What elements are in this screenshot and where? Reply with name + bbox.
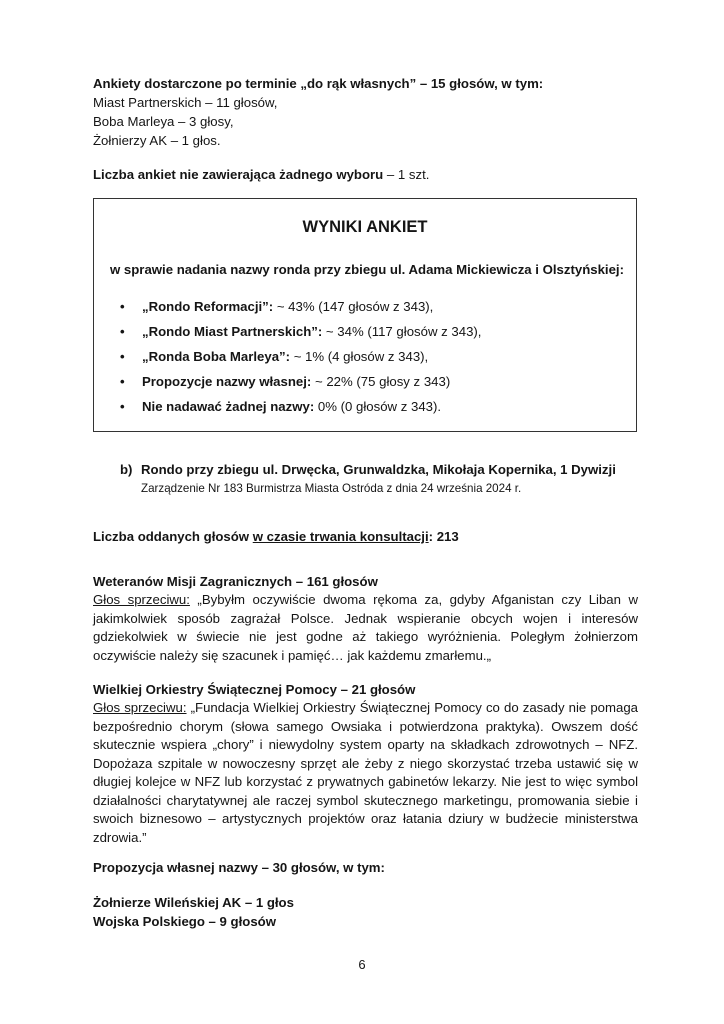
result-value: ~ 34% (117 głosów z 343), (322, 324, 482, 339)
wosp-objection-text: „Fundacja Wielkiej Orkiestry Świątecznej Pomocy co do zasady nie pomaga bezpośrednio chorym (słowa samego Owsiaka i potwierdzona praktyka). Owszem dość skutecznie wspiera „chory” i niewydolny system oparty na składkach zdrowotnych – NFZ. Dopożaza szpitale w nowoczesny sprzęt ale żeby z niego skorzystać trzeba ustawić się w długiej kolejce w NFZ lub korzystać z prywatnych gabinetów lekarzy. Nie jest to więc symbol działalności charytatywnej ale raczej symbol skutecznego marketingu, promowania siebie i swoich biznesowo – artystycznych projektów oraz łatania dziury w budżecie ministerstwa zdrowia.” (93, 700, 638, 845)
page-number: 6 (358, 957, 366, 972)
result-value: ~ 22% (75 głosy z 343) (311, 374, 451, 389)
no-choice-line (93, 166, 429, 184)
no-choice-value: – 1 szt. (383, 167, 430, 182)
result-value: ~ 1% (4 głosów z 343), (290, 349, 429, 364)
section-b-marker: b) (120, 462, 133, 477)
results-subtitle: w sprawie nadania nazwy ronda przy zbiegu ul. Adama Mickiewicza i Olsztyńskiej: (110, 262, 624, 277)
votes-total-underlined: w czasie trwania konsultacji (252, 529, 429, 544)
wosp-paragraph (93, 699, 638, 847)
own-name-heading: Propozycja własnej nazwy – 30 głosów, w tym: (93, 860, 385, 875)
wosp-objection-label: Głos sprzeciwu: (93, 700, 187, 715)
result-name: „Rondo Miast Partnerskich”: (142, 324, 323, 339)
result-name: Nie nadawać żadnej nazwy: (142, 399, 315, 414)
late-item-miast: Miast Partnerskich – 11 głosów, (93, 95, 278, 110)
result-item (120, 374, 450, 389)
late-item-zolnierzy: Żołnierzy AK – 1 głos. (93, 133, 221, 148)
bullet-icon: • (120, 399, 125, 414)
votes-total-suffix: : 213 (428, 529, 459, 544)
bullet-icon: • (120, 349, 125, 364)
veterans-paragraph (93, 591, 638, 665)
result-name: Propozycje nazwy własnej: (142, 374, 312, 389)
result-item (120, 399, 441, 414)
votes-total-line (93, 528, 459, 546)
section-b-title: Rondo przy zbiegu ul. Drwęcka, Grunwaldzka, Mikołaja Kopernika, 1 Dywizji (141, 462, 616, 477)
section-b-subtitle: Zarządzenie Nr 183 Burmistrza Miasta Ostróda z dnia 24 września 2024 r. (141, 482, 522, 495)
late-surveys-heading: Ankiety dostarczone po terminie „do rąk własnych” – 15 głosów, w tym: (93, 76, 544, 91)
votes-total-prefix: Liczba oddanych głosów (93, 529, 253, 544)
result-item (120, 324, 481, 339)
no-choice-label: Liczba ankiet nie zawierająca żadnego wyboru (93, 167, 384, 182)
result-item (120, 349, 428, 364)
own-name-item: Wojska Polskiego – 9 głosów (93, 914, 276, 929)
results-box (93, 198, 637, 432)
veterans-objection-label: Głos sprzeciwu: (93, 592, 190, 607)
bullet-icon: • (120, 299, 125, 314)
result-item (120, 299, 433, 314)
bullet-icon: • (120, 324, 125, 339)
result-value: ~ 43% (147 głosów z 343), (273, 299, 434, 314)
result-value: 0% (0 głosów z 343). (314, 399, 442, 414)
late-item-boba: Boba Marleya – 3 głosy, (93, 114, 234, 129)
bullet-icon: • (120, 374, 125, 389)
veterans-objection-text: „Bybyłm oczywiście dwoma rękoma za, gdyby Afganistan czy Liban w jakimkolwiek sposób zagrażał Polsce. Jednak wspieranie obcych wojen i interesów gdziekolwiek w świecie nie jest godne aż takiego wyróżnienia. Poległym żołnierzom oczywiście należy się szacunek i pamięć… jak każdemu zmarłemu.„ (93, 592, 639, 663)
result-name: „Ronda Boba Marleya”: (142, 349, 291, 364)
own-name-item: Żołnierze Wileńskiej AK – 1 głos (93, 895, 294, 910)
result-name: „Rondo Reformacji”: (142, 299, 274, 314)
results-title: WYNIKI ANKIET (302, 218, 428, 236)
veterans-heading: Weteranów Misji Zagranicznych – 161 głosów (93, 574, 378, 589)
wosp-heading: Wielkiej Orkiestry Świątecznej Pomocy – 21 głosów (93, 682, 416, 697)
